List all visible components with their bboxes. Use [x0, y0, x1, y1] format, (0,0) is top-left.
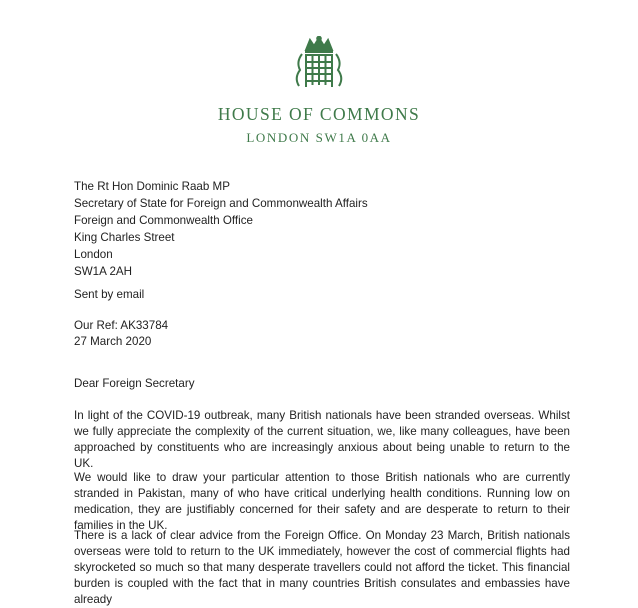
reference-number: Our Ref: AK33784	[74, 319, 169, 332]
recipient-line: King Charles Street	[74, 231, 175, 244]
recipient-line: Foreign and Commonwealth Office	[74, 214, 253, 227]
recipient-address	[74, 178, 368, 280]
letter-date: 27 March 2020	[74, 335, 152, 348]
delivery-method: Sent by email	[74, 288, 145, 301]
recipient-line: London	[74, 248, 113, 261]
recipient-line: SW1A 2AH	[74, 265, 132, 278]
reference-block	[74, 318, 168, 350]
body-paragraph: We would like to draw your particular attention to those British nationals who are currently stranded in Pakistan, many of who have critical underlying health conditions. Running low on medication, they are justifiably concerned for their safety and are desperate to return to their families in the UK.	[74, 471, 570, 532]
portcullis-crest-icon	[290, 36, 348, 92]
salutation: Dear Foreign Secretary	[74, 377, 195, 390]
body-paragraph: There is a lack of clear advice from the Foreign Office. On Monday 23 March, British nationals overseas were told to return to the UK immediately, however the cost of commercial flights had skyrocketed so much so that many desperate travellers could not afford the ticket. This financial burden is coupled with the fact that in many countries British consulates and embassies have already	[74, 529, 570, 606]
letterhead-title: HOUSE OF COMMONS	[217, 104, 421, 124]
body-paragraph: In light of the COVID-19 outbreak, many British nationals have been stranded overseas. Whilst we fully appreciate the complexity of the current situation, we, like many colleagues, have been approached by constituents who are increasingly anxious about being unable to return to the UK.	[74, 409, 570, 470]
recipient-line: The Rt Hon Dominic Raab MP	[74, 180, 230, 193]
letterhead-subtitle: LONDON SW1A 0AA	[246, 130, 392, 145]
recipient-line: Secretary of State for Foreign and Commonwealth Affairs	[74, 197, 368, 210]
